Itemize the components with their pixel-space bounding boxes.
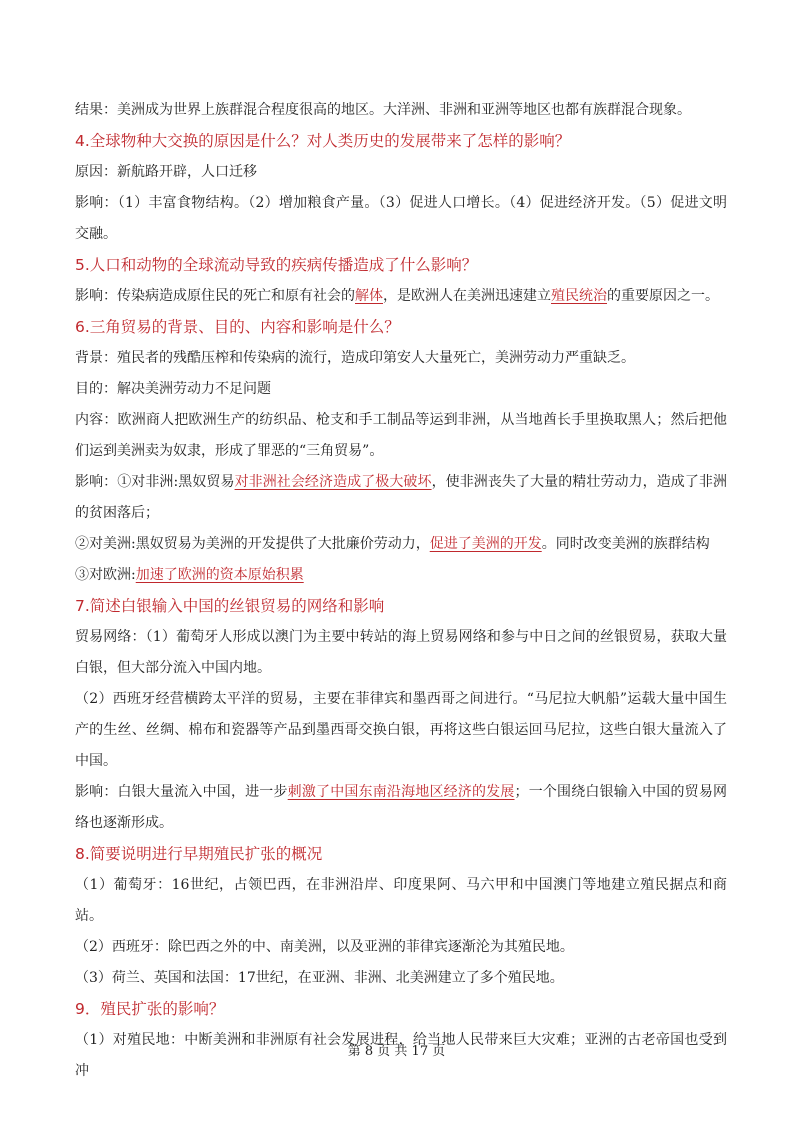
text-segment: ，是欧洲人在美洲迅速建立 — [383, 288, 551, 304]
paragraph — [75, 467, 727, 529]
text-segment: 9．殖民扩张的影响？ — [75, 1000, 225, 1018]
text-segment: 目的：解决美洲劳动力不足问题 — [75, 381, 271, 397]
text-segment: 7.简述白银输入中国的丝银贸易的网络和影响 — [75, 597, 385, 615]
text-segment: ③对欧洲: — [75, 567, 136, 583]
text-segment: 影响：白银大量流入中国，进一步 — [75, 784, 288, 800]
paragraph — [75, 343, 727, 374]
key-point-underlined: 解体 — [355, 288, 383, 304]
paragraph — [75, 529, 727, 560]
text-segment: 贸易网络：（1）葡萄牙人形成以澳门为主要中转站的海上贸易网络和参与中日之间的丝银贸易，获取大量白银，但大部分流入中国内地。 — [75, 629, 727, 676]
text-segment: （3）荷兰、英国和法国：17世纪，在亚洲、非洲、北美洲建立了多个殖民地。 — [75, 970, 564, 986]
text-segment: 影响：传染病造成原住民的死亡和原有社会的 — [75, 288, 355, 304]
text-segment: ；一个围绕白银输入中国的贸易网络也逐渐形成。 — [75, 784, 728, 831]
text-segment: 的重要原因之一。 — [607, 288, 719, 304]
text-segment: 影响：①对非洲:黑奴贸易 — [75, 474, 235, 490]
document-body — [75, 95, 727, 1087]
paragraph — [75, 95, 727, 126]
key-point-underlined: 促进了美洲的开发 — [429, 536, 542, 552]
text-segment: （1）葡萄牙：16世纪，占领巴西，在非洲沿岸、印度果阿、马六甲和中国澳门等地建立殖民据点和商站。 — [75, 877, 727, 924]
paragraph — [75, 281, 727, 312]
text-segment: （2）西班牙：除巴西之外的中、南美洲，以及亚洲的菲律宾逐渐沦为其殖民地。 — [75, 939, 574, 955]
text-segment: （2）西班牙经营横跨太平洋的贸易，主要在菲律宾和墨西哥之间进行。“马尼拉大帆船”运载大量中国生产的生丝、丝绸、棉布和瓷器等产品到墨西哥交换白银，再将这些白银运回马尼拉，这些白银大量流入了中国。 — [75, 691, 727, 769]
question-heading — [75, 591, 727, 622]
text-segment: ，使非洲丧失了大量的精壮劳动力，造成了非洲的贫困落后； — [75, 474, 728, 521]
question-heading — [75, 312, 727, 343]
text-segment: 。同时改变美洲的族群结构 — [541, 536, 710, 552]
key-point-underlined: 殖民统治 — [551, 288, 607, 304]
paragraph — [75, 870, 727, 932]
text-segment: ②对美洲:黑奴贸易为美洲的开发提供了大批廉价劳动力， — [75, 536, 430, 552]
paragraph — [75, 684, 727, 777]
text-segment: 4.全球物种大交换的原因是什么？对人类历史的发展带来了怎样的影响？ — [75, 132, 571, 150]
question-heading — [75, 994, 727, 1025]
text-segment: 影响：（1）丰富食物结构。（2）增加粮食产量。（3）促进人口增长。（4）促进经济开发。（5）促进文明交融。 — [75, 195, 727, 242]
text-segment: 原因：新航路开辟，人口迁移 — [75, 164, 257, 180]
text-segment: 内容：欧洲商人把欧洲生产的纺织品、枪支和手工制品等运到非洲，从当地酋长手里换取黑人；然后把他们运到美洲卖为奴隶，形成了罪恶的“三角贸易”。 — [75, 412, 727, 459]
question-heading — [75, 126, 727, 157]
paragraph — [75, 963, 727, 994]
paragraph — [75, 405, 727, 467]
paragraph — [75, 932, 727, 963]
paragraph — [75, 560, 727, 591]
question-heading — [75, 839, 727, 870]
text-segment: 背景：殖民者的残酷压榨和传染病的流行，造成印第安人大量死亡，美洲劳动力严重缺乏。 — [75, 350, 635, 366]
text-segment: 6.三角贸易的背景、目的、内容和影响是什么？ — [75, 318, 400, 336]
text-segment: （1）对殖民地：中断美洲和非洲原有社会发展进程，给当地人民带来巨大灾难；亚洲的古老帝国也受到冲 — [75, 1032, 727, 1079]
key-point-underlined: 对非洲社会经济造成了极大破坏 — [234, 474, 432, 490]
paragraph — [75, 374, 727, 405]
key-point-underlined: 加速了欧洲的资本原始积累 — [135, 567, 304, 583]
key-point-underlined: 刺激了中国东南沿海地区经济的发展 — [287, 784, 515, 800]
page-number: 第 8 页 共 17 页 — [347, 1044, 446, 1059]
paragraph — [75, 622, 727, 684]
paragraph — [75, 777, 727, 839]
question-heading — [75, 250, 727, 281]
text-segment: 结果：美洲成为世界上族群混合程度很高的地区。大洋洲、非洲和亚洲等地区也都有族群混合现象。 — [75, 102, 691, 118]
text-segment: 8.简要说明进行早期殖民扩张的概况 — [75, 845, 323, 863]
paragraph — [75, 157, 727, 188]
paragraph — [75, 188, 727, 250]
text-segment: 5.人口和动物的全球流动导致的疾病传播造成了什么影响？ — [75, 256, 478, 274]
